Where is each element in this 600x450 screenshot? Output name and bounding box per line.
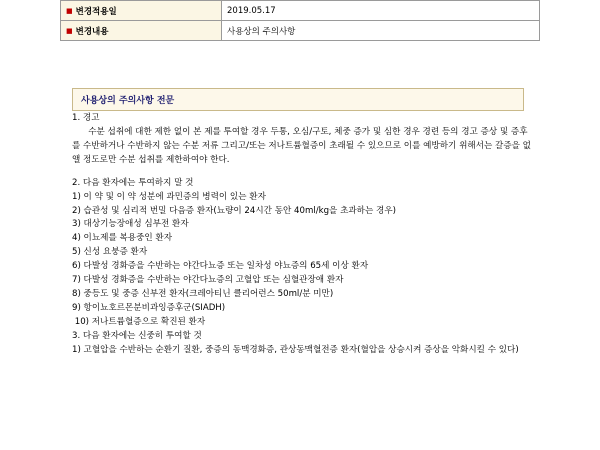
body-line: 8) 중등도 및 중증 신부전 환자(크레아티닌 클리어런스 50ml/분 미만) — [72, 289, 334, 300]
label-text: 변경내용 — [75, 26, 109, 37]
body-line: 3. 다음 환자에는 신중히 투여할 것 — [72, 330, 202, 341]
body-line: 6) 다발성 경화증을 수반하는 야간다뇨증 또는 일차성 야뇨증의 65세 이상 환자 — [72, 261, 369, 272]
precautions-body — [72, 112, 532, 358]
body-line: 4) 이뇨제를 복용중인 환자 — [72, 233, 173, 244]
body-line: 2) 습관성 및 심리적 번밀 다음증 환자(뇨량이 24시간 동안 40ml/kg을 초과하는 경우) — [72, 205, 396, 216]
body-line: 10) 저나트륨혈증으로 확진된 환자 — [72, 316, 206, 327]
square-bullet-icon: ■ — [66, 27, 73, 35]
body-line: 3) 대상기능장애성 심부전 환자 — [72, 219, 189, 230]
table-row-label — [61, 21, 222, 41]
body-line: 2. 다음 환자에는 투여하지 말 것 — [72, 177, 194, 188]
body-line: 1. 경고 — [72, 113, 100, 123]
table-row-label — [61, 1, 222, 21]
body-line: 9) 항이뇨호르몬분비과잉증후군(SIADH) — [72, 302, 226, 313]
square-bullet-icon: ■ — [66, 7, 73, 15]
table-row — [61, 21, 540, 41]
body-line: 7) 다발성 경화증을 수반하는 야간다뇨증의 고혈압 또는 심혈관장애 환자 — [72, 275, 344, 286]
change-info-table — [60, 0, 540, 41]
section-heading: 사용상의 주의사항 전문 — [72, 88, 524, 111]
body-line: 1) 이 약 및 이 약 성분에 과민증의 병력이 있는 환자 — [72, 191, 266, 202]
label-text: 변경적용일 — [75, 6, 117, 17]
body-line: 1) 고혈압을 수반하는 순환기 질환, 중증의 동맥경화증, 관상동맥혈전증 환자(혈압을 상승시켜 증상을 악화시킬 수 있다) — [72, 344, 519, 355]
table-row — [61, 1, 540, 21]
body-line: 수분 섭취에 대한 제한 없이 본 제를 투여할 경우 두통, 오심/구토, 체중 증가 및 심한 경우 경련 등의 경고 증상 및 증후를 수반하거나 수반하지 않는 수분 저류 그리고/또는 저나트륨혈증이 초래될 수 있으므로 이를 예방하기 위해서는 갈증을 없앨 정도로만 수분 섭취를 제한하여야 한다. — [72, 126, 531, 165]
body-line: 5) 신성 요붕증 환자 — [72, 247, 148, 258]
table-row-value: 사용상의 주의사항 — [222, 21, 540, 41]
table-row-value: 2019.05.17 — [222, 1, 540, 21]
